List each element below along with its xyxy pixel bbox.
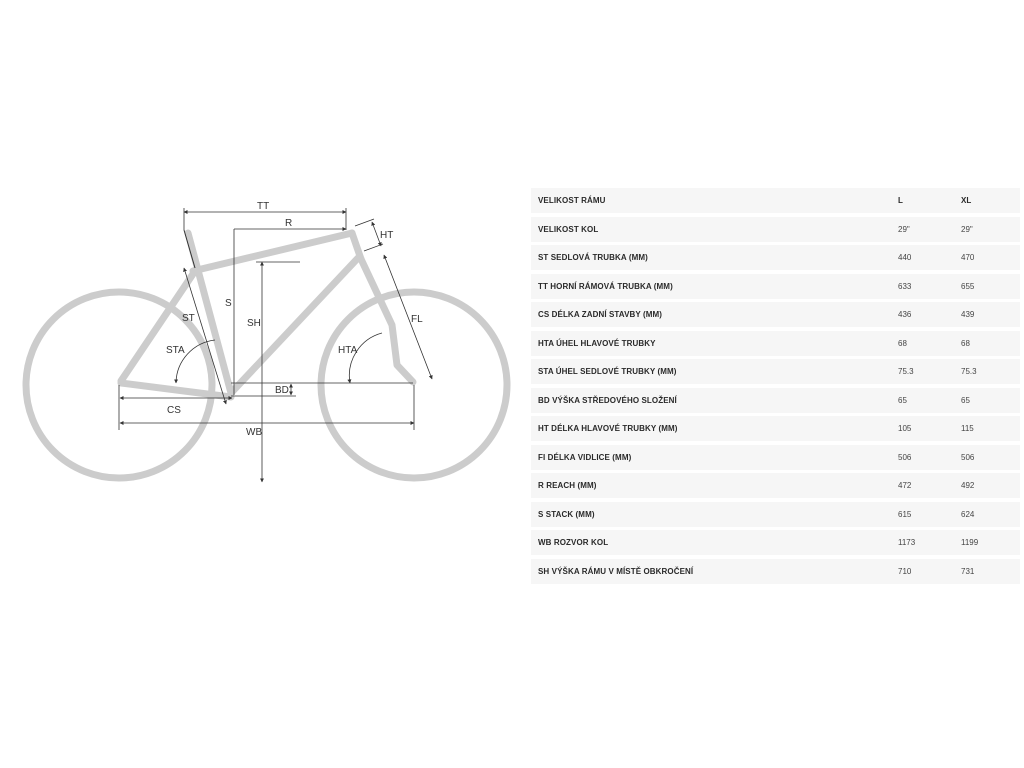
row-value-l: 615 — [898, 509, 912, 519]
table-row — [531, 416, 1020, 441]
row-value-l: 436 — [898, 310, 912, 319]
row-value-l: 506 — [898, 452, 912, 462]
row-value-xl: 624 — [961, 509, 975, 519]
row-value-xl: 1199 — [961, 538, 979, 547]
row-label: CS DÉLKA ZADNÍ STAVBY (MM) — [538, 310, 663, 319]
label-sta: STA — [166, 345, 185, 356]
label-st: ST — [182, 313, 195, 324]
row-value-xl: 470 — [961, 253, 975, 262]
header-size-xl: XL — [961, 196, 972, 205]
table-row — [531, 245, 1020, 270]
label-wb: WB — [246, 427, 263, 438]
label-s: S — [225, 298, 232, 309]
row-label: R REACH (MM) — [538, 481, 597, 490]
row-value-xl: 115 — [961, 424, 974, 433]
row-label: HT DÉLKA HLAVOVÉ TRUBKY (MM) — [538, 424, 678, 433]
row-label: STA ÚHEL SEDLOVÉ TRUBKY (MM) — [538, 367, 677, 376]
table-row — [531, 359, 1020, 384]
table-row — [531, 217, 1020, 242]
row-label: ST SEDLOVÁ TRUBKA (MM) — [538, 253, 648, 262]
head-tube — [352, 233, 361, 259]
row-value-l: 68 — [898, 338, 907, 348]
row-value-l: 472 — [898, 481, 912, 490]
table-row — [531, 502, 1020, 527]
label-bd: BD — [275, 385, 289, 396]
table-row — [531, 274, 1020, 299]
bike-frame — [121, 233, 413, 397]
label-fl: FL — [411, 314, 423, 325]
row-value-xl: 506 — [961, 452, 975, 462]
table-header-row — [531, 188, 1020, 213]
row-label: WB ROZVOR KOL — [538, 538, 609, 547]
row-value-xl: 439 — [961, 310, 975, 319]
row-value-l: 105 — [898, 424, 912, 433]
label-hta: HTA — [338, 345, 358, 356]
table-row — [531, 388, 1020, 413]
row-value-xl: 655 — [961, 281, 975, 291]
row-value-l: 710 — [898, 566, 912, 576]
row-label: SH VÝŠKA RÁMU V MÍSTĚ OBKROČENÍ — [538, 566, 694, 576]
row-value-xl: 75.3 — [961, 367, 977, 376]
label-ht: HT — [380, 230, 394, 241]
row-label: HTA ÚHEL HLAVOVÉ TRUBKY — [538, 338, 656, 348]
table-row — [531, 302, 1020, 327]
table-row — [531, 530, 1020, 555]
row-value-xl: 29" — [961, 224, 973, 234]
row-value-l: 633 — [898, 281, 912, 291]
row-value-xl: 492 — [961, 481, 975, 490]
row-value-l: 65 — [898, 395, 907, 405]
row-label: VELIKOST KOL — [538, 224, 599, 234]
label-sh: SH — [247, 318, 261, 329]
table-row — [531, 559, 1020, 584]
row-label: BD VÝŠKA STŘEDOVÉHO SLOŽENÍ — [538, 395, 677, 405]
header-frame-size: VELIKOST RÁMU — [538, 196, 606, 205]
table-row — [531, 473, 1020, 498]
row-value-xl: 65 — [961, 395, 970, 405]
row-label: TT HORNÍ RÁMOVÁ TRUBKA (MM) — [538, 281, 673, 291]
row-value-l: 1173 — [898, 538, 916, 547]
row-value-l: 29" — [898, 224, 910, 234]
label-cs: CS — [167, 405, 181, 416]
row-value-l: 75.3 — [898, 367, 914, 376]
row-value-l: 440 — [898, 253, 912, 262]
row-label: S STACK (MM) — [538, 509, 595, 519]
row-value-xl: 731 — [961, 566, 975, 576]
fork — [361, 259, 413, 382]
table-row — [531, 445, 1020, 470]
row-value-xl: 68 — [961, 338, 970, 348]
header-size-l: L — [898, 196, 903, 205]
label-tt: TT — [257, 201, 270, 212]
geometry-table — [531, 188, 1020, 587]
table-row — [531, 331, 1020, 356]
top-tube — [193, 233, 352, 271]
label-r: R — [285, 218, 293, 229]
row-label: FI DÉLKA VIDLICE (MM) — [538, 452, 632, 462]
